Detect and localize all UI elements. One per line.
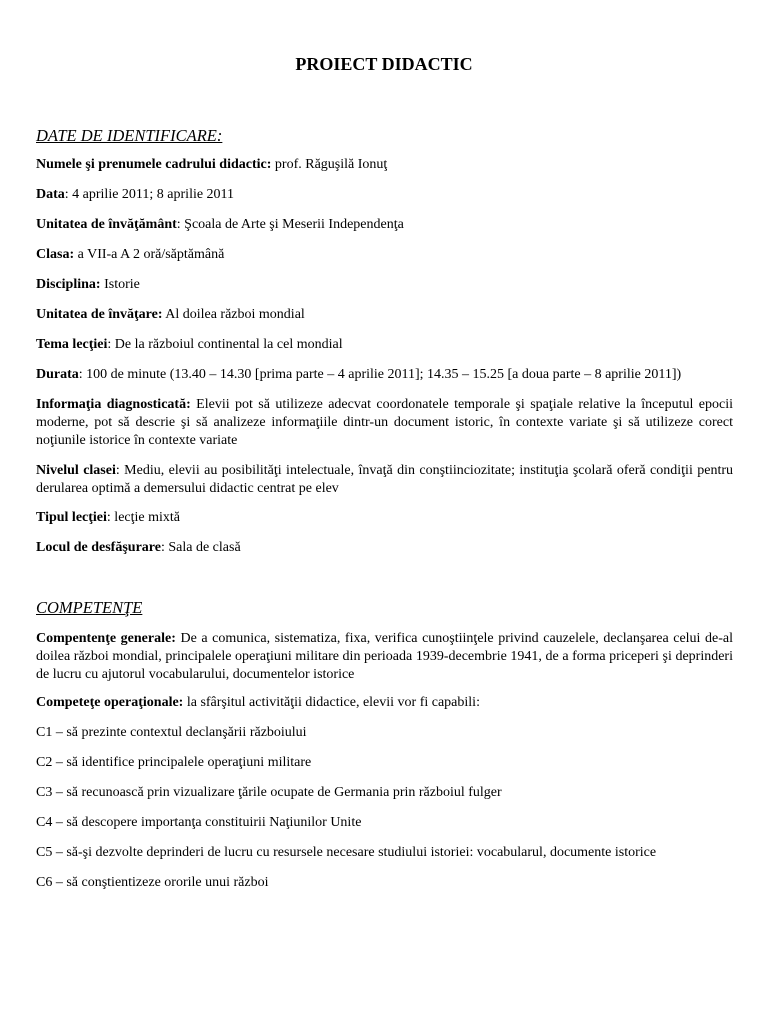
field-label: Numele şi prenumele cadrului didactic: (36, 157, 272, 172)
field-value: Elevii pot să utilizeze adecvat coordonatele temporale şi spaţiale relative la începutul epocii moderne, pot să descrie şi să analizeze informaţiile dintr-un document istoric, în contexte variate şi să utilizeze corect noţiunile istorice în contexte variate (36, 397, 733, 448)
field-label: Tema lecţiei (36, 337, 108, 352)
field-label: Clasa: (36, 247, 75, 262)
date-field (36, 186, 733, 204)
field-value: : Şcoala de Arte şi Meserii Independenţa (176, 217, 404, 232)
lesson-theme-field (36, 336, 733, 354)
general-competences-field (36, 630, 733, 684)
school-field (36, 216, 733, 234)
field-label: Locul de desfăşurare (36, 540, 161, 555)
field-label: Informaţia diagnosticată: (36, 397, 191, 412)
class-level-field (36, 462, 733, 498)
operational-competences-field (36, 694, 733, 712)
field-label: Compentenţe generale: (36, 631, 176, 646)
field-label: Durata (36, 367, 79, 382)
field-value: : lecţie mixtă (106, 510, 181, 525)
teacher-name-field (36, 156, 733, 174)
field-value: prof. Răguşilă Ionuţ (271, 157, 388, 172)
diagnostic-info-field (36, 396, 733, 450)
competence-item-c5: C5 – să-şi dezvolte deprinderi de lucru cu resursele necesare studiului istoriei: vocabularul, documente istorice (36, 845, 657, 860)
field-value: De a comunica, sistematiza, fixa, verifica cunoştiinţele privind cauzelele, declanşarea celui de-al doilea război mondial, principalele operaţiuni militare din perioada 1939-decembrie 1941, de a forma priceperi şi deprinderi de lucru cu ajutorul vocabularului, documentelor istorice (36, 631, 733, 682)
field-value: : De la războiul continental la cel mondial (107, 337, 343, 352)
competence-item-c6: C6 – să conştientizeze ororile unui război (36, 875, 269, 890)
field-value: Al doilea război mondial (162, 307, 305, 322)
field-label: Data (36, 187, 65, 202)
competence-item-c1: C1 – să prezinte contextul declanşării războiului (36, 725, 307, 740)
field-value: : Sala de clasă (160, 540, 241, 555)
field-label: Unitatea de învăţământ (36, 217, 177, 232)
field-value: : Mediu, elevii au posibilităţi intelectuale, învaţă din conştiinciozitate; instituţia şcolară oferă condiţii pentru derularea optimă a demersului didactic centrat pe elev (36, 463, 734, 496)
identification-heading: DATE DE IDENTIFICARE: (36, 126, 223, 145)
competence-item-c3: C3 – să recunoască prin vizualizare ţările ocupate de Germania prin războiul fulger (36, 785, 502, 800)
lesson-type-field (36, 509, 733, 527)
field-label: Nivelul clasei (36, 463, 116, 478)
field-label: Disciplina: (36, 277, 101, 292)
class-field (36, 246, 733, 264)
field-value: la sfârşitul activităţii didactice, elevii vor fi capabili: (183, 695, 480, 710)
field-value: Istorie (100, 277, 140, 292)
field-value: : 100 de minute (13.40 – 14.30 [prima parte – 4 aprilie 2011]; 14.35 – 15.25 [a doua parte – 8 aprilie 2011]) (78, 367, 682, 382)
field-label: Tipul lecţiei (36, 510, 107, 525)
field-value: : 4 aprilie 2011; 8 aprilie 2011 (64, 187, 235, 202)
competence-item-c4: C4 – să descopere importanţa constituirii Naţiunilor Unite (36, 815, 362, 830)
document-title: PROIECT DIDACTIC (295, 54, 473, 74)
duration-field (36, 366, 733, 384)
discipline-field (36, 276, 733, 294)
field-label: Competeţe operaţionale: (36, 695, 184, 710)
learning-unit-field (36, 306, 733, 324)
field-value: a VII-a A 2 oră/săptămână (74, 247, 225, 262)
location-field (36, 539, 733, 557)
field-label: Unitatea de învăţare: (36, 307, 163, 322)
competence-item-c2: C2 – să identifice principalele operaţiuni militare (36, 755, 312, 770)
competences-heading: COMPETENŢE (36, 598, 143, 617)
